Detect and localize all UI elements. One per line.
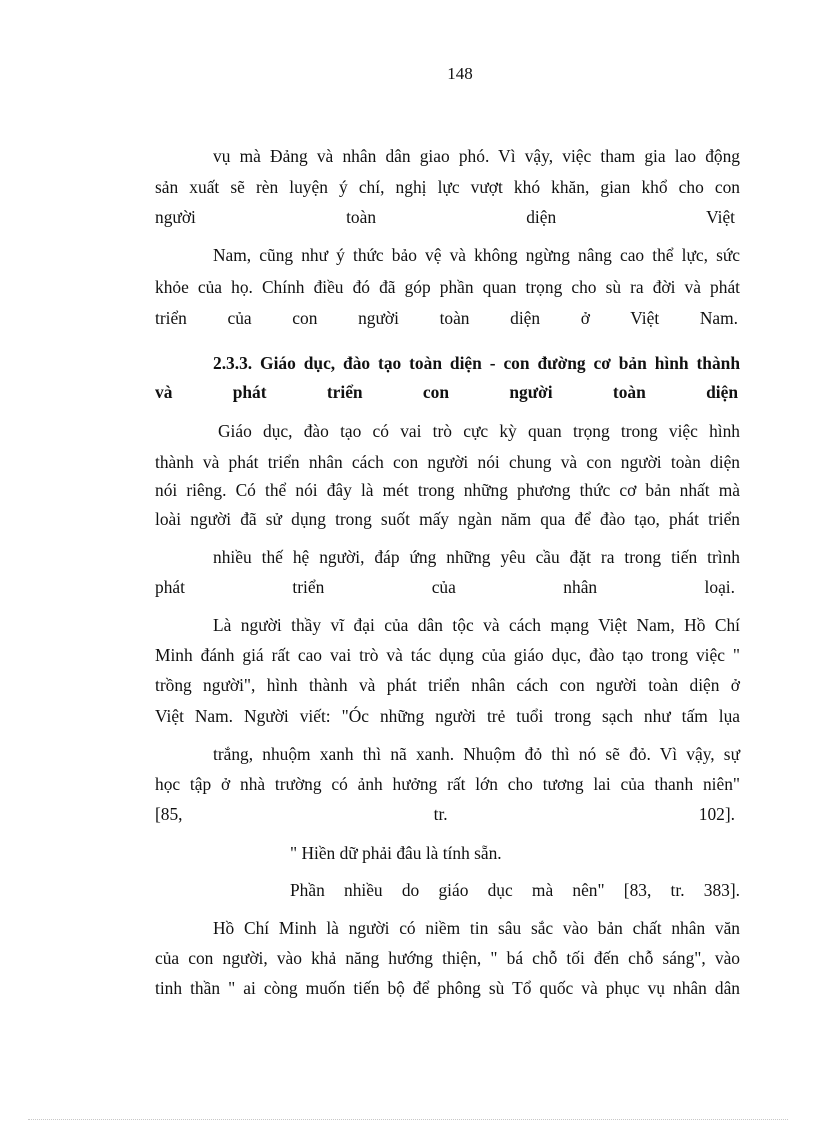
text-line: Là người thầy vĩ đại của dân tộc và cách mạng Việt Nam, Hồ Chí: [213, 615, 740, 635]
text-line: học tập ở nhà trường có ảnh hưởng rất lớn cho tương lai của thanh niên": [155, 774, 740, 794]
text-line: người toàn diện Việt: [155, 207, 735, 227]
section-heading: và phát triển con người toàn diện: [155, 382, 738, 402]
text-line: nhiều thế hệ người, đáp ứng những yêu cầu đặt ra trong tiến trình: [213, 547, 740, 567]
text-line: sản xuất sẽ rèn luyện ý chí, nghị lực vượt khó khăn, gian khổ cho con: [155, 177, 740, 197]
text-line: thành và phát triển nhân cách con người nói chung và con người toàn diện: [155, 452, 740, 472]
section-heading: 2.3.3. Giáo dục, đào tạo toàn diện - con đường cơ bản hình thành: [213, 353, 740, 373]
page-bottom-divider: [28, 1119, 788, 1120]
text-line: khỏe của họ. Chính điều đó đã góp phần quan trọng cho sù ra đời và phát: [155, 277, 740, 297]
text-line: Nam, cũng như ý thức bảo vệ và không ngừng nâng cao thể lực, sức: [213, 245, 740, 265]
text-line: Hồ Chí Minh là người có niềm tin sâu sắc vào bản chất nhân văn: [213, 918, 740, 938]
text-line: Minh đánh giá rất cao vai trò và tác dụng của giáo dục, đào tạo trong việc ": [155, 645, 740, 665]
text-line: Việt Nam. Người viết: "Óc những người trẻ tuổi trong sạch như tấm lụa: [155, 706, 740, 726]
text-line: [85, tr. 102].: [155, 804, 735, 824]
text-line: triển của con người toàn diện ở Việt Nam.: [155, 308, 738, 328]
text-line: trồng người", hình thành và phát triển nhân cách con người toàn diện ở: [155, 675, 740, 695]
text-line: trắng, nhuộm xanh thì nã xanh. Nhuộm đỏ thì nó sẽ đỏ. Vì vậy, sự: [213, 744, 740, 764]
text-line: vụ mà Đảng và nhân dân giao phó. Vì vậy, việc tham gia lao động: [213, 146, 740, 166]
quote-line: " Hiền dữ phải đâu là tính sẵn.: [290, 843, 502, 863]
text-line: tinh thần " ai còng muốn tiến bộ để phông sù Tổ quốc và phục vụ nhân dân: [155, 978, 740, 998]
text-line: nói riêng. Có thể nói đây là mét trong những phương thức cơ bản nhất mà: [155, 480, 740, 500]
text-line: loài người đã sử dụng trong suốt mấy ngàn năm qua để đào tạo, phát triển: [155, 509, 740, 529]
text-line: của con người, vào khả năng hướng thiện, " bá chỗ tối đến chỗ sáng", vào: [155, 948, 740, 968]
page-number: 148: [447, 64, 473, 83]
quote-line: Phần nhiều do giáo dục mà nên" [83, tr. 383].: [290, 880, 740, 900]
text-line: Giáo dục, đào tạo có vai trò cực kỳ quan trọng trong việc hình: [218, 421, 740, 441]
text-line: phát triển của nhân loại.: [155, 577, 735, 597]
